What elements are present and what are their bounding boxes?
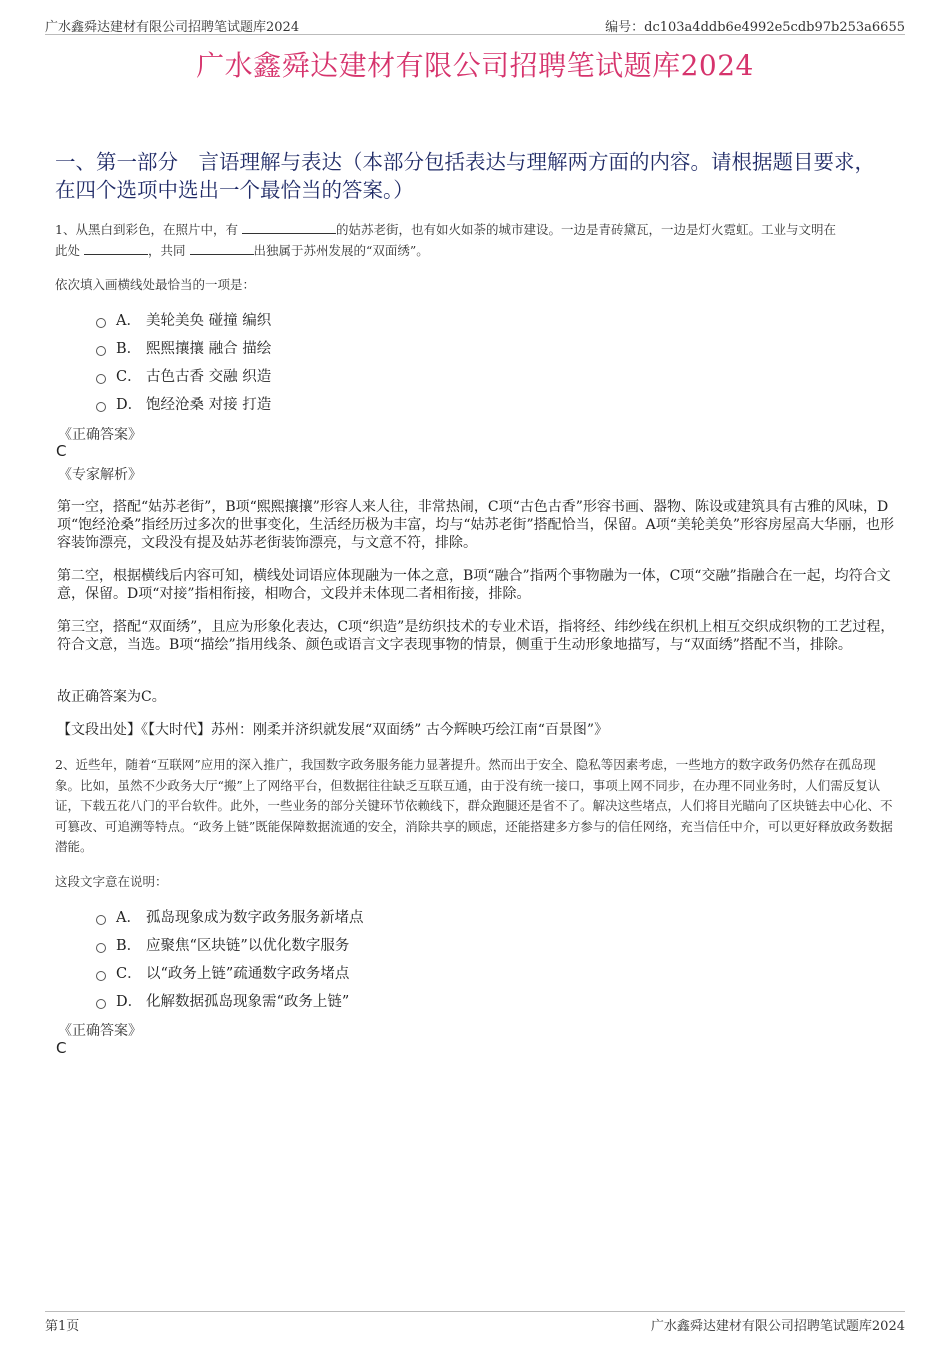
q1-stem: [55, 219, 900, 261]
q1-analysis-label: 《专家解析》: [58, 467, 142, 483]
q1-stem-part-c: 此处: [55, 243, 81, 258]
header-doc-id: 编号：dc103a4ddb6e4992e5cdb97b253a6655: [605, 20, 905, 35]
q1-blank-3: [190, 240, 254, 255]
q1-option-b[interactable]: B． 熙熙攘攘 融合 描绘: [96, 337, 271, 359]
q2-stem: 2、近些年，随着“互联网”应用的深入推广，我国数字政务服务能力显著提升。然而出于安全、隐私等因素考虑，一些地方的数字政务仍然存在孤岛现象。比如，虽然不少政务大厅“搬”上了网络平台，但数据往往缺乏互联互通，由于没有统一接口，事项上网不同步，在办理不同业务时，人们需反复认证，下载五花八门的平台软件。此外，一些业务的部分关键环节依赖线下，群众跑腿还是省不了。解决这些堵点，人们将目光瞄向了区块链去中心化、不可篡改、可追溯等特点。“政务上链”既能保障数据流通的安全，消除共享的顾虑，还能搭建多方参与的信任网络，充当信任中介，可以更好释放政务数据潜能。: [55, 757, 893, 854]
q2-option-b[interactable]: B． 应聚焦“区块链”以优化数字服务: [96, 934, 349, 956]
q1-option-c[interactable]: C． 古色古香 交融 织造: [96, 365, 271, 387]
page-footer: [45, 1311, 905, 1332]
section-heading: 一、第一部分 言语理解与表达（本部分包括表达与理解两方面的内容。请根据题目要求，在四个选项中选出一个最恰当的答案。）: [55, 150, 875, 202]
q1-analysis-para-3: 第三空，搭配“双面绣”，且应为形象化表达，C项“织造”是纺织技术的专业术语，指将经、纬纱线在织机上相互交织成织物的工艺过程，符合文意，当选。B项“描绘”指用线条、颜色或语言文字表现事物的情景，侧重于生动形象地描写，与“双面绣”搭配不当，排除。: [57, 619, 895, 653]
radio-icon[interactable]: [96, 318, 106, 328]
radio-icon[interactable]: [96, 971, 106, 981]
q1-analysis-para-1: 第一空，搭配“姑苏老街”，B项“熙熙攘攘”形容人来人往，非常热闹，C项“古色古香”形容书画、器物、陈设或建筑具有古雅的风味，D项“饱经沧桑”指经历过多次的世事变化，生活经历极为丰富，均与“姑苏老街”搭配恰当，保留。A项“美轮美奂”形容房屋高大华丽，也形容装饰漂亮，文段没有提及姑苏老街装饰漂亮，与文意不符，排除。: [57, 499, 895, 551]
footer-doc-title: 广水鑫舜达建材有限公司招聘笔试题库2024: [650, 1319, 905, 1334]
page-title: 广水鑫舜达建材有限公司招聘笔试题库2024: [196, 49, 754, 82]
radio-icon[interactable]: [96, 402, 106, 412]
q1-analysis-para-2: 第二空，根据横线后内容可知，横线处词语应体现融为一体之意，B项“融合”指两个事物融为一体，C项“交融”指融合在一起，均符合文意，保留。D项“对接”指相衔接，相吻合，文段并未体现二者相衔接，排除。: [57, 568, 891, 602]
radio-icon[interactable]: [96, 943, 106, 953]
q1-stem-part-b: 的姑苏老街，也有如火如荼的城市建设。一边是青砖黛瓦，一边是灯火霓虹。工业与文明在: [335, 222, 836, 237]
radio-icon[interactable]: [96, 915, 106, 925]
q1-stem-part-d: ，共同: [148, 243, 186, 258]
q1-blank-2: [84, 240, 148, 255]
q1-blank-1: [242, 219, 336, 234]
q1-stem-part-e: 出独属于苏州发展的“双面绣”。: [253, 243, 429, 258]
q1-prompt: 依次填入画横线处最恰当的一项是：: [55, 277, 256, 292]
page-header: [45, 14, 905, 35]
q1-option-d[interactable]: D． 饱经沧桑 对接 打造: [96, 393, 271, 415]
q1-option-a[interactable]: A． 美轮美奂 碰撞 编织: [96, 309, 271, 331]
q2-option-a[interactable]: A． 孤岛现象成为数字政务服务新堵点: [96, 906, 364, 928]
q1-conclusion: 故正确答案为C。: [57, 689, 166, 705]
q1-stem-part-a: 1、从黑白到彩色，在照片中，有: [55, 222, 238, 237]
radio-icon[interactable]: [96, 999, 106, 1009]
radio-icon[interactable]: [96, 374, 106, 384]
header-doc-title: 广水鑫舜达建材有限公司招聘笔试题库2024: [45, 20, 300, 35]
q2-answer: C: [56, 1039, 67, 1057]
q2-answer-label: 《正确答案》: [58, 1023, 142, 1039]
footer-page-number: 第1页: [45, 1319, 80, 1334]
q1-answer-label: 《正确答案》: [58, 427, 142, 443]
q1-answer: C: [56, 442, 67, 460]
q2-option-d[interactable]: D． 化解数据孤岛现象需“政务上链”: [96, 990, 349, 1012]
q2-prompt: 这段文字意在说明：: [55, 874, 168, 889]
radio-icon[interactable]: [96, 346, 106, 356]
q2-option-c[interactable]: C． 以“政务上链”疏通数字政务堵点: [96, 962, 349, 984]
q1-source: 【文段出处】《【大时代】苏州：刚柔并济织就发展“双面绣” 古今辉映巧绘江南“百景图”》: [57, 722, 609, 738]
